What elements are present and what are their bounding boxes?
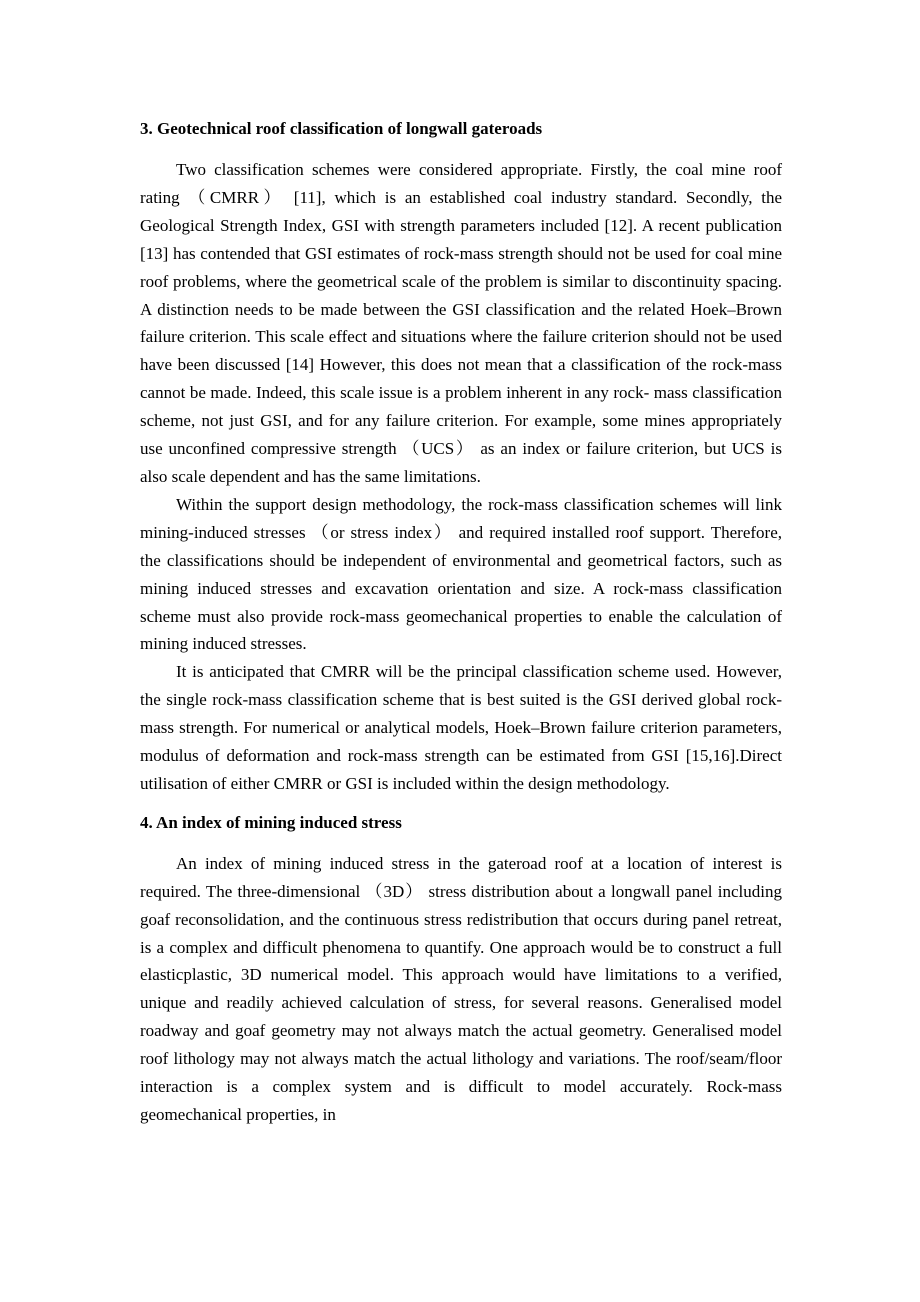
- paragraph: An index of mining induced stress in the gateroad roof at a location of interest is required. The three-dimensional （3D） stress distribution about a longwall panel including goaf reconsolidation, and the continuous stress redistribution that occurs during panel retreat, is a complex and difficult phenomena to quantify. One approach would be to construct a full elasticplastic, 3D numerical model. This approach would have limitations to a verified, unique and readily achieved calculation of stress, for several reasons. Generalised model roadway and goaf geometry may not always match the actual geometry. Generalised model roof lithology may not always match the actual lithology and variations. The roof/seam/floor interaction is a complex system and is difficult to model accurately. Rock-mass geomechanical properties, in: [140, 853, 782, 1124]
- section-heading: 4. An index of mining induced stress: [140, 812, 402, 832]
- section-heading: 3. Geotechnical roof classification of longwall gateroads: [140, 119, 543, 138]
- paragraph: Within the support design methodology, the rock-mass classification schemes will link mining-induced stresses （or stress index） and required installed roof support. Therefore, the classifications should be independent of environmental and geometrical factors, such as mining induced stresses and excavation orientation and size. A rock-mass classification scheme must also provide rock-mass geomechanical properties to enable the calculation of mining induced stresses.: [140, 494, 782, 654]
- paragraph: It is anticipated that CMRR will be the principal classification scheme used. However, the single rock-mass classification scheme that is best suited is the GSI derived global rock-mass strength. For numerical or analytical models, Hoek–Brown failure criterion parameters, modulus of deformation and rock-mass strength can be estimated from GSI [15,16].Direct utilisation of either CMRR or GSI is included within the design methodology.: [140, 662, 782, 793]
- paragraph: Two classification schemes were considered appropriate. Firstly, the coal mine roof rating （CMRR） [11], which is an established coal industry standard. Secondly, the Geological Strength Index, GSI with strength parameters included [12]. A recent publication [13] has contended that GSI estimates of rock-mass strength should not be used for coal mine roof problems, where the geometrical scale of the problem is similar to discontinuity spacing. A distinction needs to be made between the GSI classification and the related Hoek–Brown failure criterion. This scale effect and situations where the failure criterion should not be used have been discussed [14] However, this does not mean that a classification of the rock-mass cannot be made. Indeed, this scale issue is a problem inherent in any rock- mass classification scheme, not just GSI, and for any failure criterion. For example, some mines appropriately use unconfined compressive strength （UCS） as an index or failure criterion, but UCS is also scale dependent and has the same limitations.: [140, 160, 782, 486]
- page-body: [140, 110, 782, 1129]
